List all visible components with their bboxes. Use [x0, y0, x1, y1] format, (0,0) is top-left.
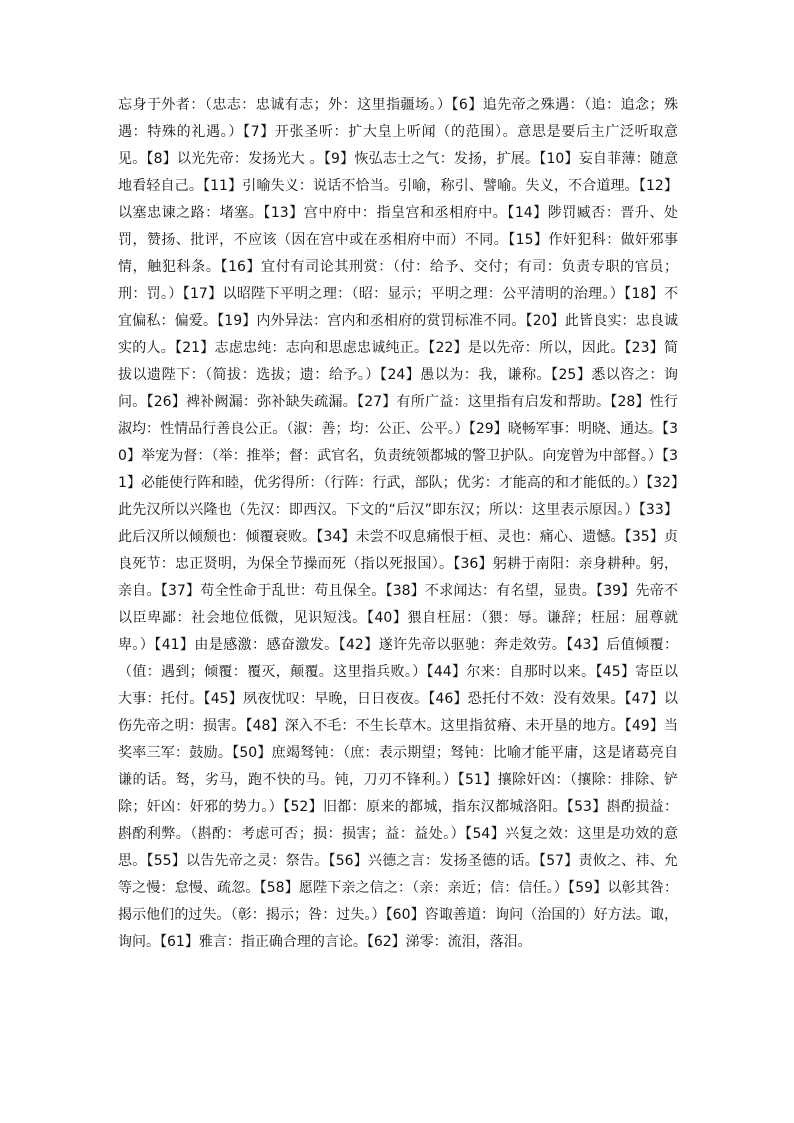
annotation-paragraph: 忘身于外者：（忠志：忠诚有志；外：这里指疆场。）【6】追先帝之殊遇：（追：追念；殊遇：特殊的礼遇。）【7】开张圣听：扩大皇上听闻（的范围）。意思是要后主广泛听取意见。【8】以光先帝：发扬光大 。【9】恢弘志士之气：发扬，扩展。【10】妄自菲薄：随意地看轻自己。【11】引喻失义：说话不恰当。引喻，称引、譬喻。失义，不合道理。【12】以塞忠谏之路：堵塞。【13】宫中府中：指皇宫和丞相府中。【14】陟罚臧否：晋升、处罚，赞扬、批评，不应该（因在宫中或在丞相府中而）不同。【15】作奸犯科：做奸邪事情，触犯科条。【16】宜付有司论其刑赏：（付：给予、交付；有司：负责专职的官员；刑：罚。）【17】以昭陛下平明之理：（昭：显示；平明之理：公平清明的治理。）【18】不宜偏私：偏爱。【19】内外异法：宫内和丞相府的赏罚标准不同。【20】此皆良实：忠良诚实的人。【21】志虑忠纯：志向和思虑忠诚纯正。【22】是以先帝：所以，因此。【23】简拔以遗陛下：（简拔：选拔；遗：给予。）【24】愚以为：我，谦称。【25】悉以咨之：询问。【26】裨补阙漏：弥补缺失疏漏。【27】有所广益：这里指有启发和帮助。【28】性行淑均：性情品行善良公正。（淑：善；均：公正、公平。）【29】晓畅军事：明晓、通达。【30】举宠为督：（举：推举；督：武官名，负责统领都城的警卫护队。向宠曾为中部督。）【31】必能使行阵和睦，优劣得所：（行阵：行武，部队；优劣：才能高的和才能低的。）【32】此先汉所以兴隆也（先汉：即西汉。下文的“后汉”即东汉；所以：这里表示原因。）【33】此后汉所以倾颓也：倾覆衰败。【34】未尝不叹息痛恨于桓、灵也：痛心、遗憾。【35】贞良死节：忠正贤明，为保全节操而死（指以死报国）。【36】躬耕于南阳：亲身耕种。躬，亲自。【37】苟全性命于乱世：苟且保全。【38】不求闻达：有名望，显贵。【39】先帝不以臣卑鄙：社会地位低微，见识短浅。【40】猥自枉屈：（猥：辱。谦辞；枉屈：屈尊就卑。）【41】由是感激：感奋激发。【42】遂许先帝以驱驰：奔走效劳。【43】后值倾覆：（值：遇到；倾覆：覆灭，颠覆。这里指兵败。）【44】尔来：自那时以来。【45】寄臣以大事：托付。【45】夙夜忧叹：早晚，日日夜夜。【46】恐托付不效：没有效果。【47】以伤先帝之明：损害。【48】深入不毛：不生长草木。这里指贫瘠、未开垦的地方。【49】当奖率三军：鼓励。【50】庶竭驽钝：（庶：表示期望；驽钝：比喻才能平庸，这是诸葛亮自谦的话。驽，劣马，跑不快的马。钝，刀刃不锋利。）【51】攘除奸凶：（攘除：排除、铲除；奸凶：奸邪的势力。）【52】旧都：原来的都城，指东汉都城洛阳。【53】斟酌损益：斟酌利弊。（斟酌：考虑可否；损：损害；益：益处。）【54】兴复之效：这里是功效的意思。【55】以告先帝之灵：祭告。【56】兴德之言：发扬圣德的话。【57】责攸之、祎、允等之慢：怠慢、疏忽。【58】愿陛下亲之信之：（亲：亲近；信：信任。）【59】以彰其咎：揭示他们的过失。（彰：揭示；咎：过失。）【60】咨诹善道：询问（治国的）好方法。诹，询问。【61】雅言：指正确合理的言论。【62】涕零：流泪，落泪。: [118, 97, 678, 950]
